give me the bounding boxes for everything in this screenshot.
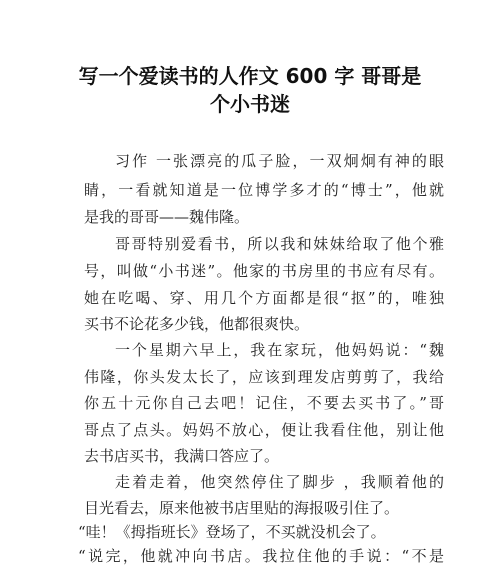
body-line: 买书不论花多少钱，他都很爽快。 [84, 315, 310, 333]
body-line: 走着走着，他突然停住了脚步 ，我顺着他的 [115, 473, 444, 491]
body-line: “说完，他就冲向书店。我拉住他的手说：“不是 [78, 547, 444, 565]
body-line: 号，叫做“小书迷”。他家的书房里的书应有尽有。 [84, 262, 444, 280]
document-title-line-1: 写一个爱读书的人作文 600 字 哥哥是 [78, 64, 422, 88]
body-line: 她在吃喝、穿、用几个方面都是很“抠”的，唯独 [84, 289, 444, 307]
body-line: 伟隆，你头发太长了，应该到理发店剪剪了，我给 [84, 368, 444, 386]
body-line: 去书店买书，我满口答应了。 [84, 447, 280, 465]
body-line: 习作 一张漂亮的瓜子脸，一双炯炯有神的眼 [115, 152, 444, 170]
body-line: 哥哥特别爱看书，所以我和妹妹给取了他个雅 [115, 235, 444, 253]
document-title-line-2: 个小书迷 [210, 92, 290, 116]
body-line: 哥点了点头。妈妈不放心，便让我看住他，别让他 [84, 421, 444, 439]
body-line: 睛，一看就知道是一位博学多才的“博士”，他就 [84, 181, 444, 199]
body-line: 目光看去，原来他被书店里贴的海报吸引住了。 [84, 499, 400, 517]
body-line: 你五十元你自己去吧！记住，不要去买书了。”哥 [84, 394, 444, 412]
body-line: 是我的哥哥——魏伟隆。 [84, 208, 250, 226]
body-line: 一个星期六早上，我在家玩，他妈妈说：“魏 [115, 341, 444, 359]
body-line: “哇！《拇指班长》登场了，不买就没机会了。 [78, 523, 386, 541]
